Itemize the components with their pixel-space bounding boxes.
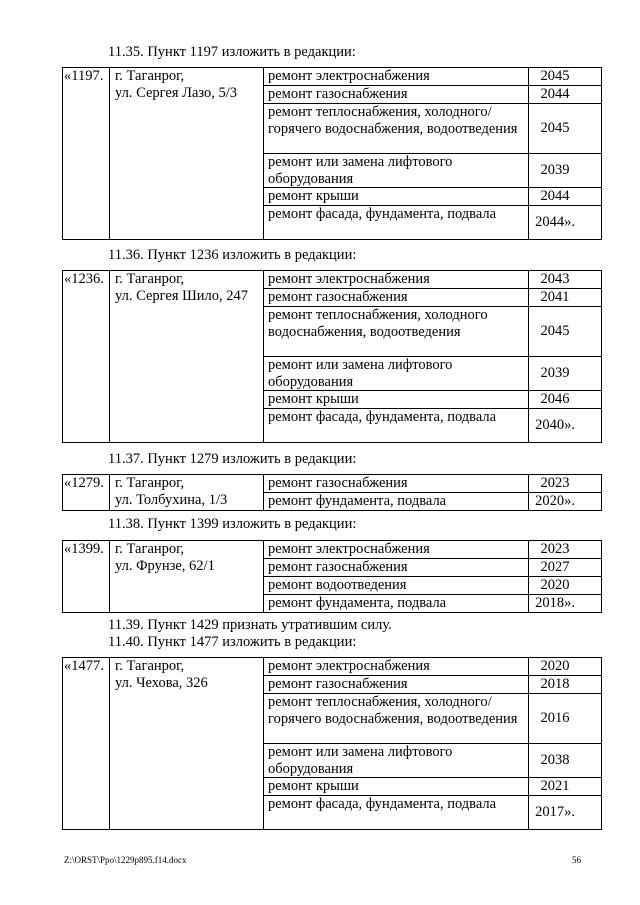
work-year: 2020: [529, 577, 602, 595]
work-name: ремонт или замена лифтового оборудования: [264, 744, 529, 778]
item-table: [62, 270, 602, 443]
work-name: ремонт крыши: [264, 188, 529, 206]
work-name: ремонт электроснабжения: [264, 68, 529, 86]
item-street: ул. Толбухина, 1/3: [115, 491, 228, 508]
work-name: ремонт фасада, фундамента, подвала: [264, 796, 529, 830]
work-name: ремонт теплоснабжения, холодного/горячего водоснабжения, водоотведения: [264, 104, 529, 154]
work-year: 2016: [529, 694, 602, 744]
work-name: ремонт газоснабжения: [264, 676, 529, 694]
page-number: 56: [572, 855, 581, 865]
work-year: 2039: [529, 357, 602, 391]
section-heading: 11.40. Пункт 1477 изложить в редакции:: [108, 634, 357, 650]
work-year: 2023: [529, 475, 602, 493]
work-year: 2021: [529, 778, 602, 796]
item-number: «1477.: [63, 658, 110, 830]
footer-file-path: Z:\ORST\Ppo\1229p895.f14.docx: [64, 855, 187, 865]
work-name: ремонт газоснабжения: [264, 475, 529, 493]
work-year: 2046: [529, 391, 602, 409]
work-name: ремонт газоснабжения: [264, 86, 529, 104]
item-street: ул. Фрунзе, 62/1: [115, 557, 215, 574]
work-year: 2044».: [529, 206, 602, 240]
work-year: 2020».: [529, 493, 602, 511]
work-year: 2044: [529, 86, 602, 104]
item-city: г. Таганрог,: [115, 541, 185, 557]
work-year: 2038: [529, 744, 602, 778]
work-year: 2027: [529, 559, 602, 577]
item-table: [62, 657, 602, 830]
item-street: ул. Чехова, 326: [115, 674, 208, 691]
item-street: ул. Сергея Лазо, 5/3: [115, 84, 238, 101]
work-name: ремонт электроснабжения: [264, 541, 529, 559]
work-name: ремонт теплоснабжения, холодного водоснабжения, водоотведения: [264, 307, 529, 357]
work-year: 2017».: [529, 796, 602, 830]
work-name: ремонт электроснабжения: [264, 658, 529, 676]
item-table: [62, 67, 602, 240]
work-year: 2043: [529, 271, 602, 289]
work-name: ремонт фундамента, подвала: [264, 493, 529, 511]
item-city: г. Таганрог,: [115, 475, 185, 491]
work-name: ремонт газоснабжения: [264, 289, 529, 307]
section-heading: 11.36. Пункт 1236 изложить в редакции:: [108, 247, 357, 263]
item-table: [62, 540, 602, 613]
work-year: 2023: [529, 541, 602, 559]
section-heading: 11.38. Пункт 1399 изложить в редакции:: [108, 516, 357, 532]
work-year: 2020: [529, 658, 602, 676]
work-year: 2039: [529, 154, 602, 188]
work-year: 2045: [529, 104, 602, 154]
item-address: [110, 68, 264, 240]
item-number: «1399.: [63, 541, 110, 613]
section-heading: 11.39. Пункт 1429 признать утратившим силу.: [108, 617, 392, 633]
work-name: ремонт фасада, фундамента, подвала: [264, 409, 529, 443]
work-name: ремонт фасада, фундамента, подвала: [264, 206, 529, 240]
work-name: ремонт фундамента, подвала: [264, 595, 529, 613]
work-year: 2018».: [529, 595, 602, 613]
item-number: «1279.: [63, 475, 110, 511]
work-name: ремонт газоснабжения: [264, 559, 529, 577]
work-year: 2018: [529, 676, 602, 694]
item-number: «1236.: [63, 271, 110, 443]
item-street: ул. Сергея Шило, 247: [115, 287, 248, 304]
work-year: 2041: [529, 289, 602, 307]
work-name: ремонт крыши: [264, 391, 529, 409]
item-table: [62, 474, 602, 511]
item-address: [110, 541, 264, 613]
item-city: г. Таганрог,: [115, 68, 185, 84]
work-year: 2045: [529, 68, 602, 86]
work-name: ремонт или замена лифтового оборудования: [264, 154, 529, 188]
item-city: г. Таганрог,: [115, 271, 185, 287]
work-year: 2045: [529, 307, 602, 357]
item-address: [110, 475, 264, 511]
work-name: ремонт крыши: [264, 778, 529, 796]
section-heading: 11.37. Пункт 1279 изложить в редакции:: [108, 451, 357, 467]
work-name: ремонт водоотведения: [264, 577, 529, 595]
work-name: ремонт электроснабжения: [264, 271, 529, 289]
item-address: [110, 658, 264, 830]
item-city: г. Таганрог,: [115, 658, 185, 674]
item-number: «1197.: [63, 68, 110, 240]
item-address: [110, 271, 264, 443]
section-heading: 11.35. Пункт 1197 изложить в редакции:: [108, 44, 356, 60]
work-year: 2040».: [529, 409, 602, 443]
work-name: ремонт или замена лифтового оборудования: [264, 357, 529, 391]
work-year: 2044: [529, 188, 602, 206]
work-name: ремонт теплоснабжения, холодного/горячего водоснабжения, водоотведения: [264, 694, 529, 744]
